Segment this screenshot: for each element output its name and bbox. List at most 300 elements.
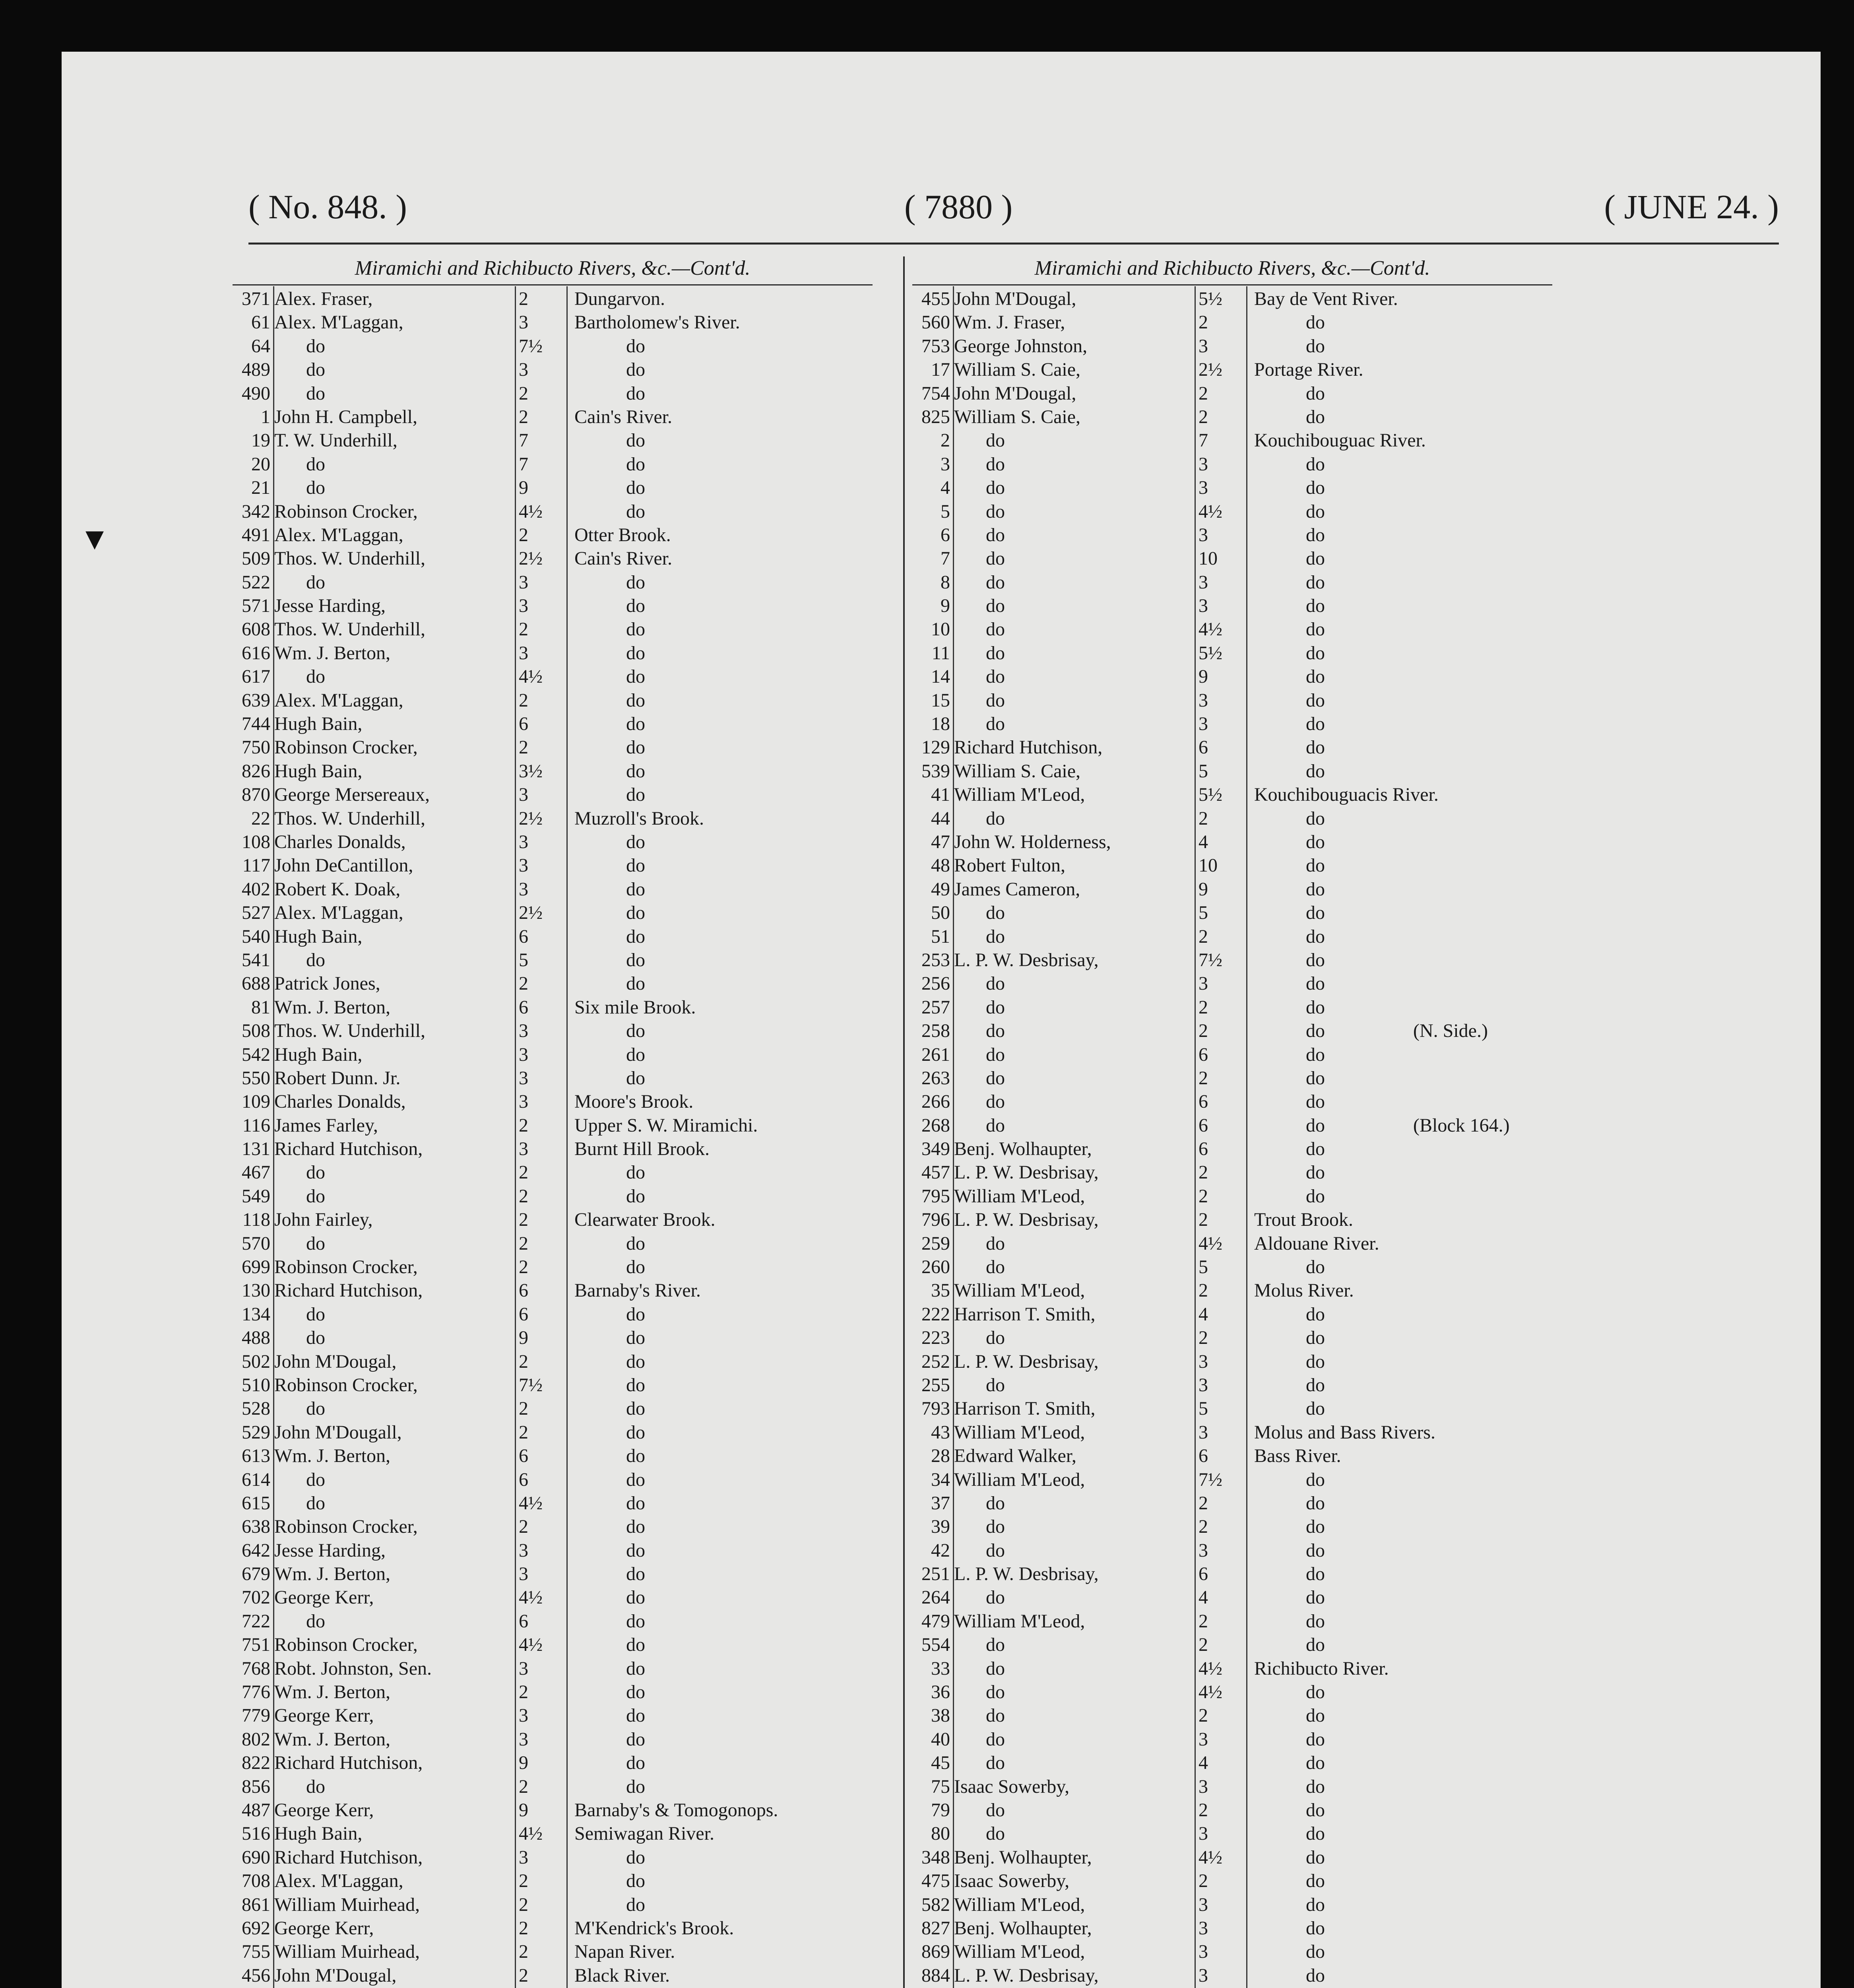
lot-number: 342 [242,501,270,522]
acreage: 3 [519,1091,528,1112]
acreage: 9 [1199,878,1208,900]
location: do [626,1421,645,1443]
grantee-name: George Kerr, [274,1705,374,1726]
grantee-name: Isaac Sowerby, [954,1870,1070,1892]
table-row [233,1680,873,1704]
lot-number: 36 [931,1681,950,1703]
table-row [233,878,873,901]
location: do [626,1374,645,1396]
table-row [233,1090,873,1113]
acreage: 6 [519,926,528,947]
table-row [233,1208,873,1231]
table-row [233,1350,873,1373]
grantee-name: John DeCantillon, [274,855,413,876]
location: Six mile Brook. [574,996,696,1018]
lot-number: 3 [941,453,950,475]
table-row [233,689,873,712]
location: do [626,1185,645,1207]
table-row [912,854,1552,877]
table-row [912,1751,1552,1774]
grantee-name: Jesse Harding, [274,1540,386,1561]
acreage: 5 [519,949,528,971]
table-row [912,759,1552,783]
location: do [626,1469,645,1490]
location: do [1306,1185,1325,1207]
lot-number: 490 [242,382,270,404]
lot-number: 40 [931,1728,950,1750]
acreage: 6 [1199,1138,1208,1160]
location: do [626,501,645,522]
location: do [1306,1800,1325,1821]
lot-number: 259 [921,1233,950,1254]
acreage: 3 [519,359,528,381]
location: do [626,1658,645,1679]
acreage: 2 [519,973,528,994]
lot-number: 10 [931,619,950,640]
grantee-name: Robert Fulton, [954,855,1066,876]
grantee-name: Charles Donalds, [274,831,406,852]
lot-number: 560 [921,312,950,333]
location: do [626,1256,645,1278]
location: do [1306,1846,1325,1868]
grantee-name: William Muirhead, [274,1941,420,1963]
grantee-name: do [306,1492,325,1514]
location: Otter Brook. [574,524,671,546]
lot-number: 11 [931,642,950,664]
location: Napan River. [574,1941,675,1963]
table-row [233,854,873,877]
location: do [626,1540,645,1561]
table-row [233,783,873,806]
grantee-name: do [306,1469,325,1490]
location: do [626,1776,645,1797]
acreage: 2 [1199,1280,1208,1301]
table-row [233,1326,873,1349]
table-row [233,925,873,948]
location: Muzroll's Brook. [574,808,704,829]
lot-number: 510 [242,1374,270,1396]
column-rule [1246,286,1247,1988]
grantee-name: James Cameron, [954,878,1080,900]
acreage: 4½ [1199,1681,1222,1703]
location: do [1306,808,1325,829]
table-row [912,1869,1552,1893]
lot-number: 109 [242,1091,270,1112]
acreage: 2 [519,1398,528,1419]
lot-number: 253 [921,949,950,971]
grantee-name: do [986,1091,1005,1112]
lot-number: 14 [931,666,950,687]
acreage: 3 [1199,1917,1208,1939]
grantee-name: Hugh Bain, [274,713,363,735]
acreage: 6 [1199,1445,1208,1467]
table-row [233,1893,873,1916]
lot-number: 613 [242,1445,270,1467]
lot-number: 251 [921,1563,950,1585]
lot-number: 258 [921,1020,950,1042]
grantee-name: Harrison T. Smith, [954,1303,1096,1325]
grantee-name: T. W. Underhill, [274,430,398,451]
lot-number: 527 [242,902,270,924]
location: do [1306,548,1325,569]
location: do [1306,1587,1325,1608]
left-table [233,287,873,1988]
table-row [233,1373,873,1397]
acreage: 3 [1199,1823,1208,1844]
grantee-name: do [986,477,1005,499]
acreage: 2 [1199,1610,1208,1632]
location: do [1306,949,1325,971]
grantee-name: do [306,571,325,593]
location: do [1306,1256,1325,1278]
location: Barnaby's & Tomogonops. [574,1800,778,1821]
acreage: 4 [1199,1303,1208,1325]
acreage: 3 [1199,453,1208,475]
table-row [912,334,1552,358]
grantee-name: John M'Dougal, [954,382,1076,404]
grantee-name: George Kerr, [274,1917,374,1939]
table-row [233,759,873,783]
location: do [626,973,645,994]
table-row [912,571,1552,594]
acreage: 5 [1199,760,1208,782]
acreage: 6 [519,1445,528,1467]
column-rule [566,286,568,1988]
grantee-name: Wm. J. Berton, [274,1445,390,1467]
location: do [1306,571,1325,593]
lot-number: 861 [242,1894,270,1915]
grantee-name: John Fairley, [274,1209,373,1231]
lot-number: 130 [242,1280,270,1301]
grantee-name: do [986,689,1005,711]
header-rule [248,243,1779,245]
grantee-name: William M'Leod, [954,784,1085,806]
table-row [912,1373,1552,1397]
grantee-name: Wm. J. Berton, [274,996,390,1018]
lot-number: 61 [251,312,270,333]
grantee-name: William Muirhead, [274,1894,420,1915]
acreage: 7½ [519,335,543,357]
table-row [912,665,1552,688]
table-row [912,311,1552,334]
grantee-name: do [986,902,1005,924]
table-row [233,1468,873,1491]
acreage: 2 [519,1421,528,1443]
lot-number: 542 [242,1044,270,1065]
location: do [1306,926,1325,947]
table-row [912,1161,1552,1184]
grantee-name: do [306,1398,325,1419]
table-row [912,429,1552,452]
location: do [1306,760,1325,782]
acreage: 7½ [519,1374,543,1396]
location: do [626,784,645,806]
location: Bay de Vent River. [1254,288,1398,309]
acreage: 2 [1199,1020,1208,1042]
table-row [233,1255,873,1279]
table-row [233,571,873,594]
lot-number: 491 [242,524,270,546]
acreage: 7½ [1199,1469,1222,1490]
location: do [626,737,645,758]
table-row [233,1728,873,1751]
grantee-name: L. P. W. Desbrisay, [954,1162,1099,1183]
acreage: 5 [1199,1256,1208,1278]
location: do [626,1492,645,1514]
lot-number: 776 [242,1681,270,1703]
table-row [233,1798,873,1822]
grantee-name: William M'Leod, [954,1280,1085,1301]
acreage: 2 [1199,1492,1208,1514]
table-row [912,1940,1552,1963]
location: do [1306,642,1325,664]
grantee-name: George Johnston, [954,335,1088,357]
acreage: 9 [519,1800,528,1821]
lot-number: 856 [242,1776,270,1797]
table-row [912,1350,1552,1373]
acreage: 2 [1199,926,1208,947]
lot-number: 722 [242,1610,270,1632]
location: do [1306,1516,1325,1538]
acreage: 2 [1199,1705,1208,1726]
table-row [912,1090,1552,1113]
acreage: 4 [1199,1752,1208,1774]
lot-number: 34 [931,1469,950,1490]
table-row [233,617,873,641]
table-row [912,807,1552,830]
location: do [626,1351,645,1372]
lot-number: 884 [921,1965,950,1986]
table-row [912,1137,1552,1161]
table-row [233,1515,873,1538]
table-row [912,1893,1552,1916]
grantee-name: William M'Leod, [954,1421,1085,1443]
location: do [626,1705,645,1726]
lot-number: 268 [921,1114,950,1136]
table-row [233,712,873,736]
table-row [233,382,873,405]
acreage: 9 [1199,666,1208,687]
table-row [233,523,873,547]
lot-number: 455 [921,288,950,309]
lot-number: 554 [921,1634,950,1656]
table-row [912,1586,1552,1609]
acreage: 2 [1199,382,1208,404]
grantee-name: Thos. W. Underhill, [274,619,425,640]
grantee-name: do [986,713,1005,735]
left-column [233,252,873,1988]
table-row [912,1680,1552,1704]
table-row [233,1161,873,1184]
location: do [626,1233,645,1254]
table-row [912,452,1552,476]
location: do [1306,619,1325,640]
grantee-name: do [306,666,325,687]
location: do [626,926,645,947]
lot-number: 528 [242,1398,270,1419]
acreage: 3 [1199,1965,1208,1986]
table-row [912,925,1552,948]
grantee-name: John M'Dougall, [274,1421,402,1443]
lot-number: 690 [242,1846,270,1868]
right-table [912,287,1552,1988]
grantee-name: Hugh Bain, [274,760,363,782]
grantee-name: L. P. W. Desbrisay, [954,949,1099,971]
acreage: 3 [519,1563,528,1585]
acreage: 3 [519,1705,528,1726]
lot-number: 49 [931,878,950,900]
table-row [233,1822,873,1845]
location: do [626,1398,645,1419]
table-row [912,1916,1552,1940]
lot-number: 487 [242,1800,270,1821]
grantee-name: William S. Caie, [954,406,1081,427]
acreage: 10 [1199,855,1218,876]
acreage: 3 [519,1044,528,1065]
grantee-name: do [986,1587,1005,1608]
table-row [233,1539,873,1562]
acreage: 3 [1199,477,1208,499]
acreage: 3½ [519,760,543,782]
location: do [1306,1870,1325,1892]
lot-number: 827 [921,1917,950,1939]
acreage: 5 [1199,902,1208,924]
acreage: 2 [519,1516,528,1538]
lot-number: 608 [242,619,270,640]
table-row [233,1232,873,1255]
acreage: 3 [1199,973,1208,994]
grantee-name: do [986,1020,1005,1042]
acreage: 2½ [519,902,543,924]
location: do [1306,382,1325,404]
table-row [233,1751,873,1774]
lot-number: 502 [242,1351,270,1372]
table-row [912,523,1552,547]
location: do [626,477,645,499]
grantee-name: L. P. W. Desbrisay, [954,1351,1099,1372]
table-row [912,1326,1552,1349]
grantee-name: John W. Holderness, [954,831,1111,852]
location: do [1306,1114,1325,1136]
acreage: 2 [519,1185,528,1207]
lot-number: 75 [931,1776,950,1797]
acreage: 2 [1199,1516,1208,1538]
acreage: 6 [519,1303,528,1325]
acreage: 9 [519,1327,528,1349]
location: Moore's Brook. [574,1091,694,1112]
grantee-name: Wm. J. Berton, [274,1563,390,1585]
location: Semiwagan River. [574,1823,714,1844]
acreage: 2 [1199,1209,1208,1231]
table-row [233,1657,873,1680]
location: Aldouane River. [1254,1233,1379,1254]
grantee-name: do [986,1800,1005,1821]
table-row [912,1468,1552,1491]
location: do [626,1846,645,1868]
location: Cain's River. [574,406,672,427]
lot-number: 529 [242,1421,270,1443]
lot-number: 768 [242,1658,270,1679]
table-row [912,1491,1552,1515]
acreage: 2 [519,1681,528,1703]
grantee-name: do [306,949,325,971]
acreage: 2 [519,1351,528,1372]
column-divider [903,256,905,1988]
location: Bass River. [1254,1445,1341,1467]
lot-number: 42 [931,1540,950,1561]
document-number: ( No. 848. ) [248,188,407,226]
acreage: 3 [519,1846,528,1868]
grantee-name: Robert Dunn. Jr. [274,1067,401,1089]
table-row [233,1066,873,1090]
table-row [233,1633,873,1656]
grantee-name: Robt. Johnston, Sen. [274,1658,432,1679]
lot-number: 79 [931,1800,950,1821]
table-row [912,594,1552,617]
location: do [1306,902,1325,924]
table-row [233,1609,873,1633]
lot-number: 802 [242,1728,270,1750]
lot-number: 50 [931,902,950,924]
acreage: 3 [519,1728,528,1750]
location: do [1306,1705,1325,1726]
acreage: 3 [1199,335,1208,357]
grantee-name: do [986,1067,1005,1089]
acreage: 3 [519,831,528,852]
location: do [1306,335,1325,357]
grantee-name: Robinson Crocker, [274,1374,418,1396]
lot-number: 131 [242,1138,270,1160]
lot-number: 116 [242,1114,270,1136]
acreage: 3 [1199,524,1208,546]
grantee-name: William M'Leod, [954,1185,1085,1207]
acreage: 9 [519,477,528,499]
table-row [233,500,873,523]
lot-number: 744 [242,713,270,735]
table-row [912,1232,1552,1255]
lot-number: 638 [242,1516,270,1538]
grantee-name: do [306,1610,325,1632]
location: do [1306,1020,1325,1042]
lot-number: 117 [242,855,270,876]
grantee-name: do [986,571,1005,593]
table-row [233,476,873,499]
table-row [912,1515,1552,1538]
table-row [233,1279,873,1302]
location: do [1306,713,1325,735]
location: do [626,1067,645,1089]
lot-number: 44 [931,808,950,829]
acreage: 2½ [519,548,543,569]
acreage: 3 [1199,1728,1208,1750]
lot-number: 479 [921,1610,950,1632]
grantee-name: do [986,642,1005,664]
grantee-name: L. P. W. Desbrisay, [954,1563,1099,1585]
acreage: 2 [519,619,528,640]
location: Burnt Hill Brook. [574,1138,710,1160]
grantee-name: do [986,453,1005,475]
lot-number: 134 [242,1303,270,1325]
grantee-name: do [986,973,1005,994]
grantee-name: Alex. Fraser, [274,288,373,309]
table-row [912,476,1552,499]
table-row [912,1421,1552,1444]
acreage: 2 [519,737,528,758]
table-row [912,617,1552,641]
acreage: 6 [519,1280,528,1301]
column-rule [1195,286,1196,1988]
lot-number: 753 [921,335,950,357]
